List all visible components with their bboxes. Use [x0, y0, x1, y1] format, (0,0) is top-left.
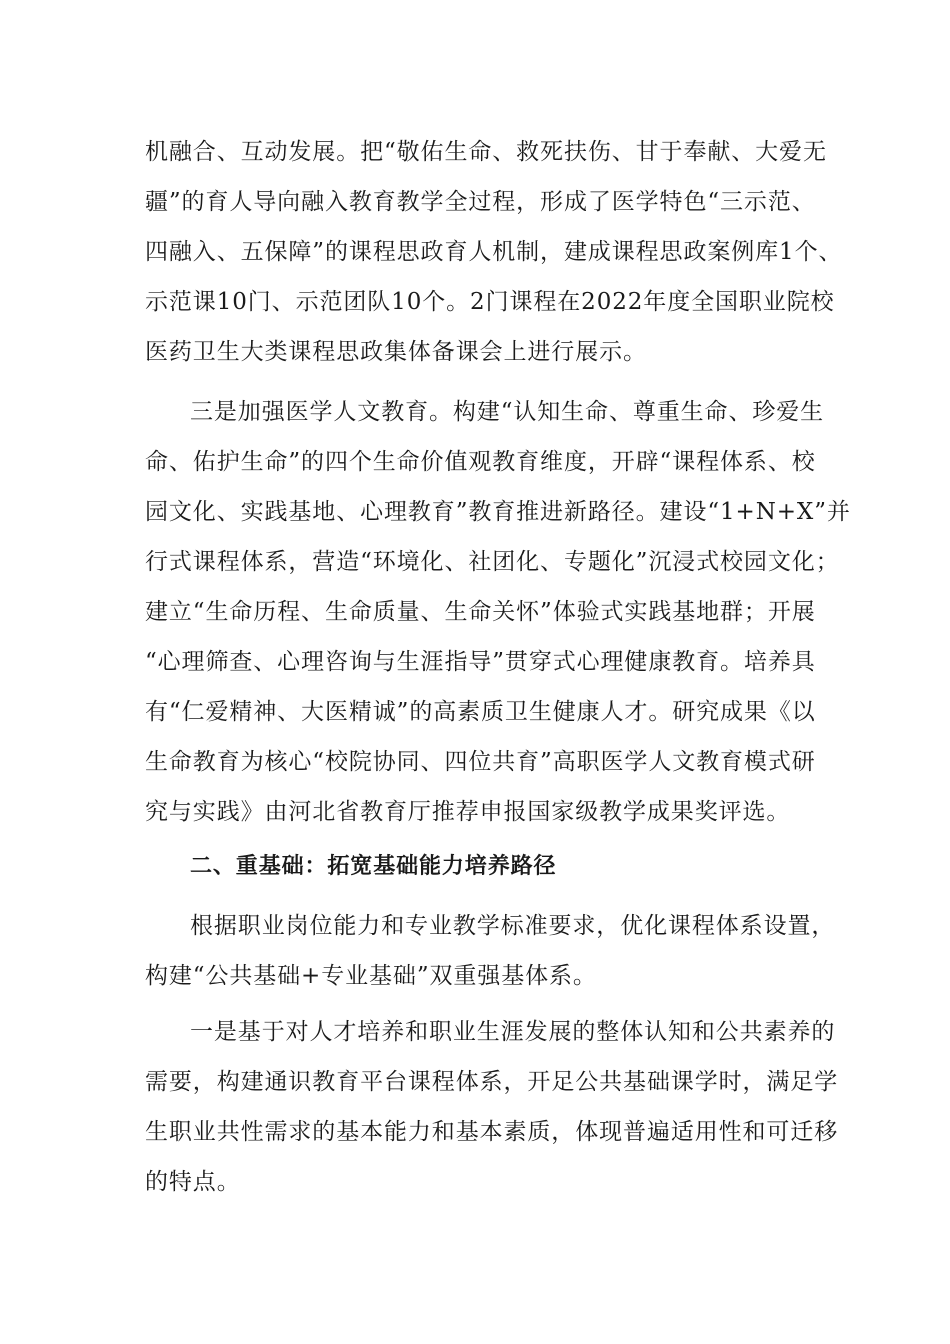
- paragraph-line: 行式课程体系，营造“环境化、社团化、专题化”沉浸式校园文化；: [145, 549, 840, 575]
- paragraph-line: 有“仁爱精神、大医精诚”的高素质卫生健康人才。研究成果《以: [145, 699, 816, 725]
- paragraph-line: 机融合、互动发展。把“敬佑生命、救死扶伤、甘于奉献、大爱无: [145, 139, 827, 165]
- paragraph-line: 命、佑护生命”的四个生命价值观教育维度，开辟“课程体系、校: [145, 449, 816, 475]
- paragraph-line: 一是基于对人才培养和职业生涯发展的整体认知和公共素养的: [190, 1019, 836, 1045]
- paragraph-line: 的特点。: [145, 1169, 241, 1195]
- paragraph-line: 疆”的育人导向融入教育教学全过程，形成了医学特色“三示范、: [145, 189, 816, 215]
- paragraph-line: 医药卫生大类课程思政集体备课会上进行展示。: [145, 339, 647, 365]
- paragraph-line: 三是加强医学人文教育。构建“认知生命、尊重生命、珍爱生: [190, 399, 825, 425]
- paragraph-line: 园文化、实践基地、心理教育”教育推进新路径。建设“1+N+X”并: [145, 499, 851, 525]
- paragraph-line: 生职业共性需求的基本能力和基本素质，体现普遍适用性和可迁移: [145, 1119, 839, 1145]
- paragraph-line: 根据职业岗位能力和专业教学标准要求，优化课程体系设置，: [190, 913, 836, 939]
- paragraph-line: 究与实践》由河北省教育厅推荐申报国家级教学成果奖评选。: [145, 799, 791, 825]
- paragraph-line: 生命教育为核心“校院协同、四位共育”高职医学人文教育模式研: [145, 749, 816, 775]
- section-heading: 二、重基础：拓宽基础能力培养路径: [190, 854, 557, 879]
- paragraph-line: 四融入、五保障”的课程思政育人机制，建成课程思政案例库1个、: [145, 239, 843, 265]
- paragraph-line: 示范课10门、示范团队10个。2门课程在2022年度全国职业院校: [145, 289, 835, 315]
- paragraph-line: “心理筛查、心理咨询与生涯指导”贯穿式心理健康教育。培养具: [145, 649, 816, 675]
- paragraph-line: 构建“公共基础+专业基础”双重强基体系。: [145, 963, 597, 989]
- paragraph-line: 建立“生命历程、生命质量、生命关怀”体验式实践基地群；开展: [145, 599, 816, 625]
- paragraph-line: 需要，构建通识教育平台课程体系，开足公共基础课学时，满足学: [145, 1069, 839, 1095]
